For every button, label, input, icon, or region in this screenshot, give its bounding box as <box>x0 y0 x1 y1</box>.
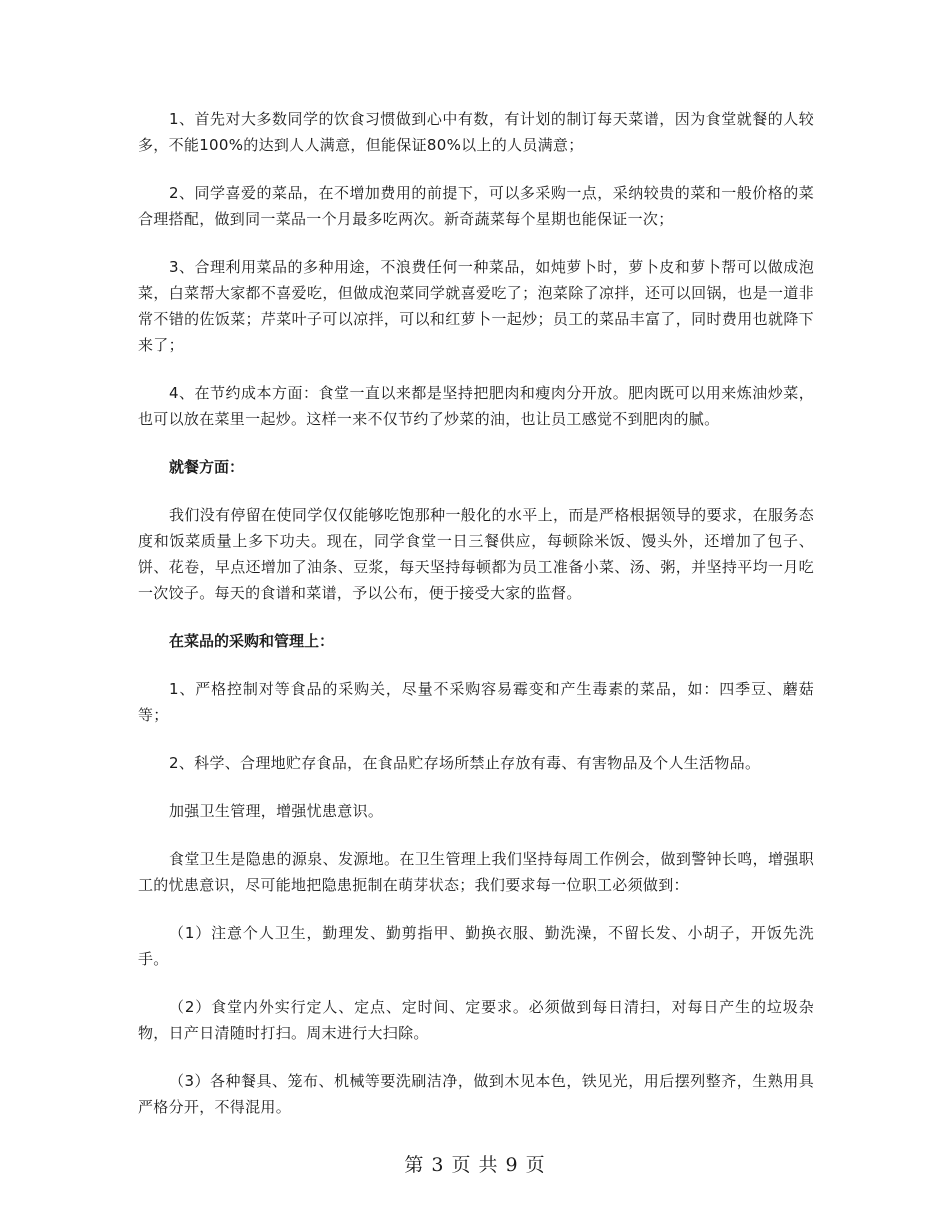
paragraph-cost-saving: 4、在节约成本方面：食堂一直以来都是坚持把肥肉和瘦肉分开放。肥肉既可以用来炼油炒菜，也可以放在菜里一起炒。这样一来不仅节约了炒菜的油，也让员工感觉不到肥肉的腻。 <box>138 384 814 428</box>
paragraph-hygiene-management: 食堂卫生是隐患的源泉、发源地。在卫生管理上我们坚持每周工作例会，做到警钟长鸣，增强职工的忧患意识，尽可能地把隐患扼制在萌芽状态；我们要求每一位职工必须做到： <box>138 850 814 894</box>
paragraph-cleaning-schedule: （2）食堂内外实行定人、定点、定时间、定要求。必须做到每日清扫，对每日产生的垃圾杂物，日产日清随时打扫。周末进行大扫除。 <box>138 998 814 1042</box>
paragraph-dining-service: 我们没有停留在使同学仅仅能够吃饱那种一般化的水平上，而是严格根据领导的要求，在服务态度和饭菜质量上多下功夫。现在，同学食堂一日三餐供应，每顿除米饭、馒头外，还增加了包子、饼、花卷，早点还增加了油条、豆浆，每天坚持每顿都为员工准备小菜、汤、粥，并坚持平均一月吃一次饺子。每天的食谱和菜谱，予以公布，便于接受大家的监督。 <box>138 506 814 602</box>
paragraph-personal-hygiene: （1）注意个人卫生，勤理发、勤剪指甲、勤换衣服、勤洗澡，不留长发、小胡子，开饭先洗手。 <box>138 924 814 968</box>
section-heading-procurement: 在菜品的采购和管理上： <box>169 632 335 650</box>
paragraph-procurement-control: 1、严格控制对等食品的采购关，尽量不采购容易霉变和产生毒素的菜品，如：四季豆、蘑菇等； <box>138 680 814 724</box>
paragraph-utensil-cleaning: （3）各种餐具、笼布、机械等要洗刷洁净，做到木见本色，铁见光，用后摆列整齐，生熟用具严格分开，不得混用。 <box>138 1072 814 1116</box>
paragraph-food-storage: 2、科学、合理地贮存食品，在食品贮存场所禁止存放有毒、有害物品及个人生活物品。 <box>169 754 761 772</box>
section-heading-dining: 就餐方面： <box>169 458 245 476</box>
document-body <box>138 106 814 1142</box>
paragraph-ingredient-usage: 3、合理利用菜品的多种用途，不浪费任何一种菜品，如炖萝卜时，萝卜皮和萝卜帮可以做成泡菜，白菜帮大家都不喜爱吃，但做成泡菜同学就喜爱吃了；泡菜除了凉拌，还可以回锅，也是一道非常不错的佐饭菜；芹菜叶子可以凉拌，可以和红萝卜一起炒；员工的菜品丰富了，同时费用也就降下来了； <box>138 258 814 354</box>
page-number-footer: 第 3 页 共 9 页 <box>404 1154 546 1176</box>
paragraph-hygiene-intro: 加强卫生管理，增强忧患意识。 <box>169 802 384 820</box>
paragraph-menu-planning: 1、首先对大多数同学的饮食习惯做到心中有数，有计划的制订每天菜谱，因为食堂就餐的人较多，不能100%的达到人人满意，但能保证80%以上的人员满意； <box>138 110 814 154</box>
paragraph-popular-dishes: 2、同学喜爱的菜品，在不增加费用的前提下，可以多采购一点，采纳较贵的菜和一般价格的菜合理搭配，做到同一菜品一个月最多吃两次。新奇蔬菜每个星期也能保证一次； <box>138 184 814 228</box>
